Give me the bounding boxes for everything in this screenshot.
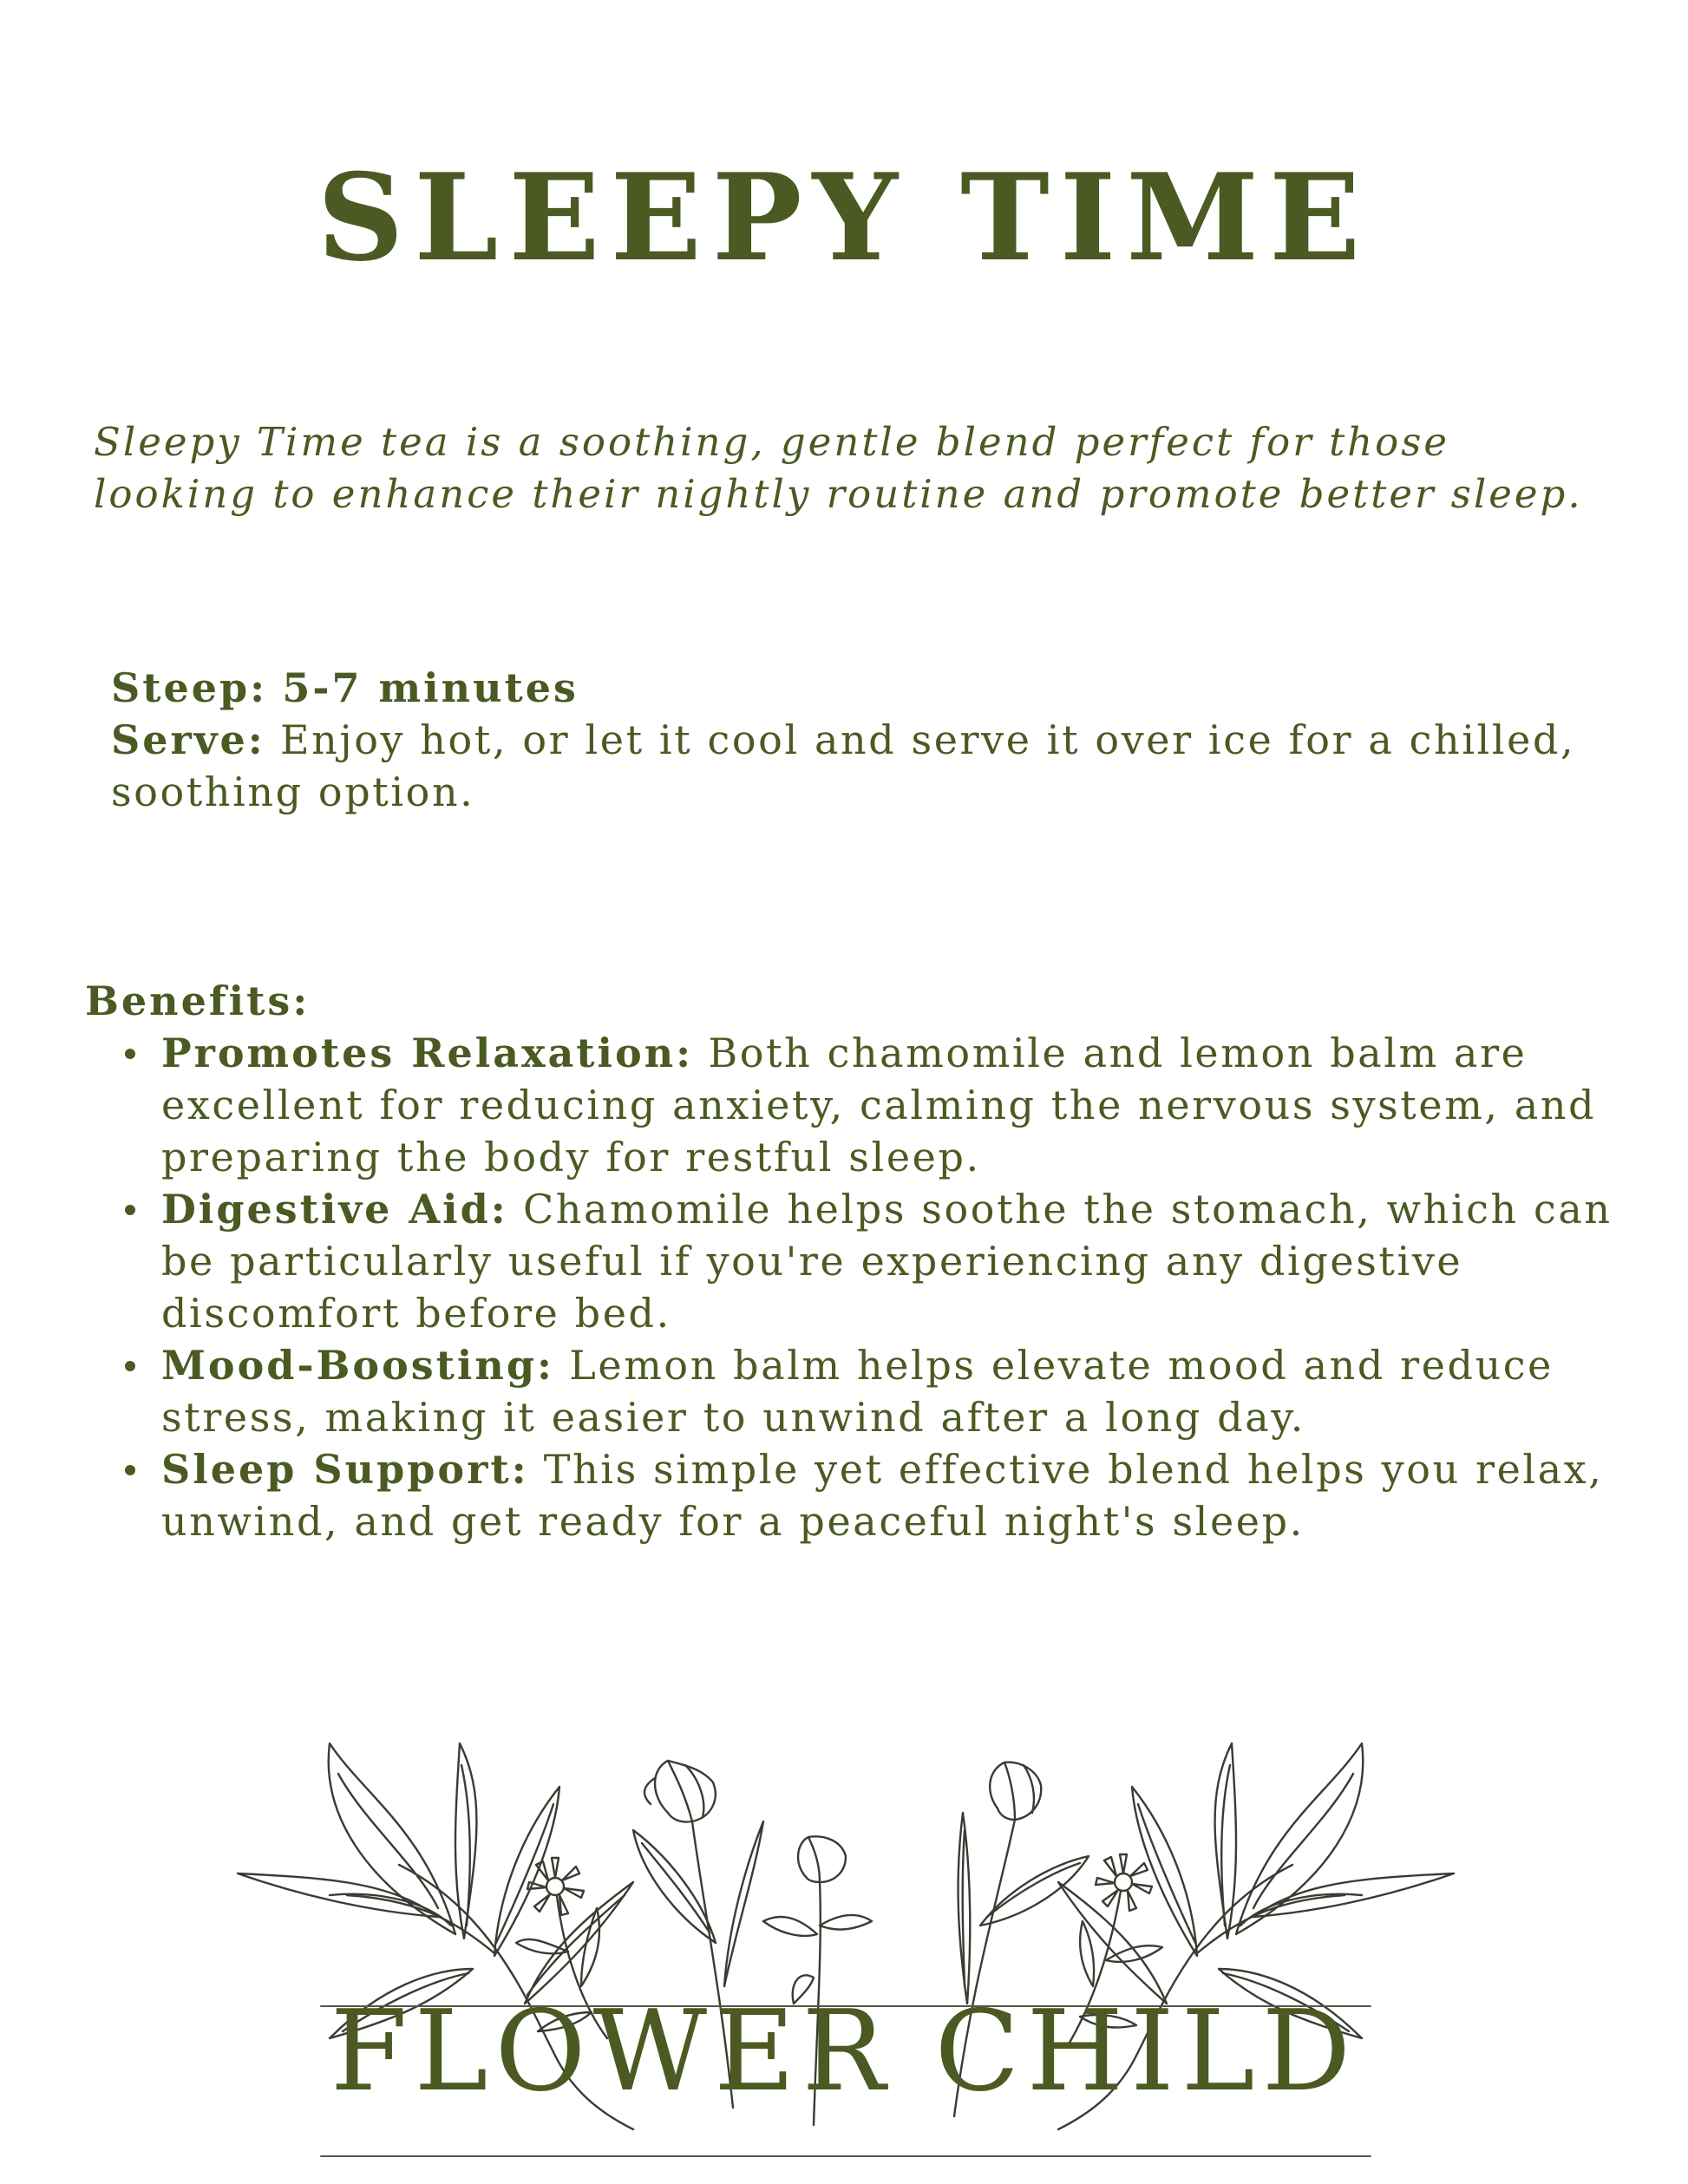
list-item — [161, 1027, 1638, 1183]
benefits-section — [85, 975, 1638, 1547]
benefits-list — [85, 1027, 1638, 1547]
benefit-text: Both chamomile and lemon balm are excellent for reducing anxiety, calming the nervous system, and preparing the body for restful sleep. — [161, 1030, 1597, 1180]
serve-label: Serve: — [111, 716, 265, 763]
steep-label: Steep: — [111, 664, 268, 711]
benefit-label: Mood-Boosting: — [161, 1342, 554, 1389]
bullet-icon — [125, 1205, 135, 1215]
benefit-label: Promotes Relaxation: — [161, 1030, 694, 1076]
bullet-icon — [125, 1361, 135, 1371]
list-item — [161, 1183, 1638, 1339]
bullet-icon — [125, 1465, 135, 1475]
bullet-icon — [125, 1049, 135, 1059]
benefit-text: Lemon balm helps elevate mood and reduce stress, making it easier to unwind after a long day. — [161, 1342, 1554, 1441]
benefit-label: Sleep Support: — [161, 1446, 529, 1493]
serve-line — [111, 714, 1603, 818]
benefits-heading: Benefits: — [85, 978, 311, 1024]
page-title: SLEEPY TIME — [317, 147, 1371, 288]
preparation-section — [111, 662, 1603, 818]
brand-name: FLOWER CHILD — [330, 1987, 1358, 2116]
benefit-text: Chamomile helps soothe the stomach, which can be particularly useful if you're experiencing any digestive discomfort before bed. — [161, 1186, 1613, 1337]
steep-line — [111, 662, 1603, 714]
list-item — [161, 1443, 1638, 1547]
list-item — [161, 1339, 1638, 1443]
benefit-label: Digestive Aid: — [161, 1186, 508, 1233]
serve-text: Enjoy hot, or let it cool and serve it over ice for a chilled, soothing option. — [111, 716, 1576, 815]
benefit-text: This simple yet effective blend helps you relax, unwind, and get ready for a peaceful night's sleep. — [161, 1446, 1604, 1545]
steep-value: 5-7 minutes — [282, 664, 579, 711]
intro-text: Sleepy Time tea is a soothing, gentle blend perfect for those looking to enhance their nightly routine and promote better sleep. — [94, 419, 1583, 517]
